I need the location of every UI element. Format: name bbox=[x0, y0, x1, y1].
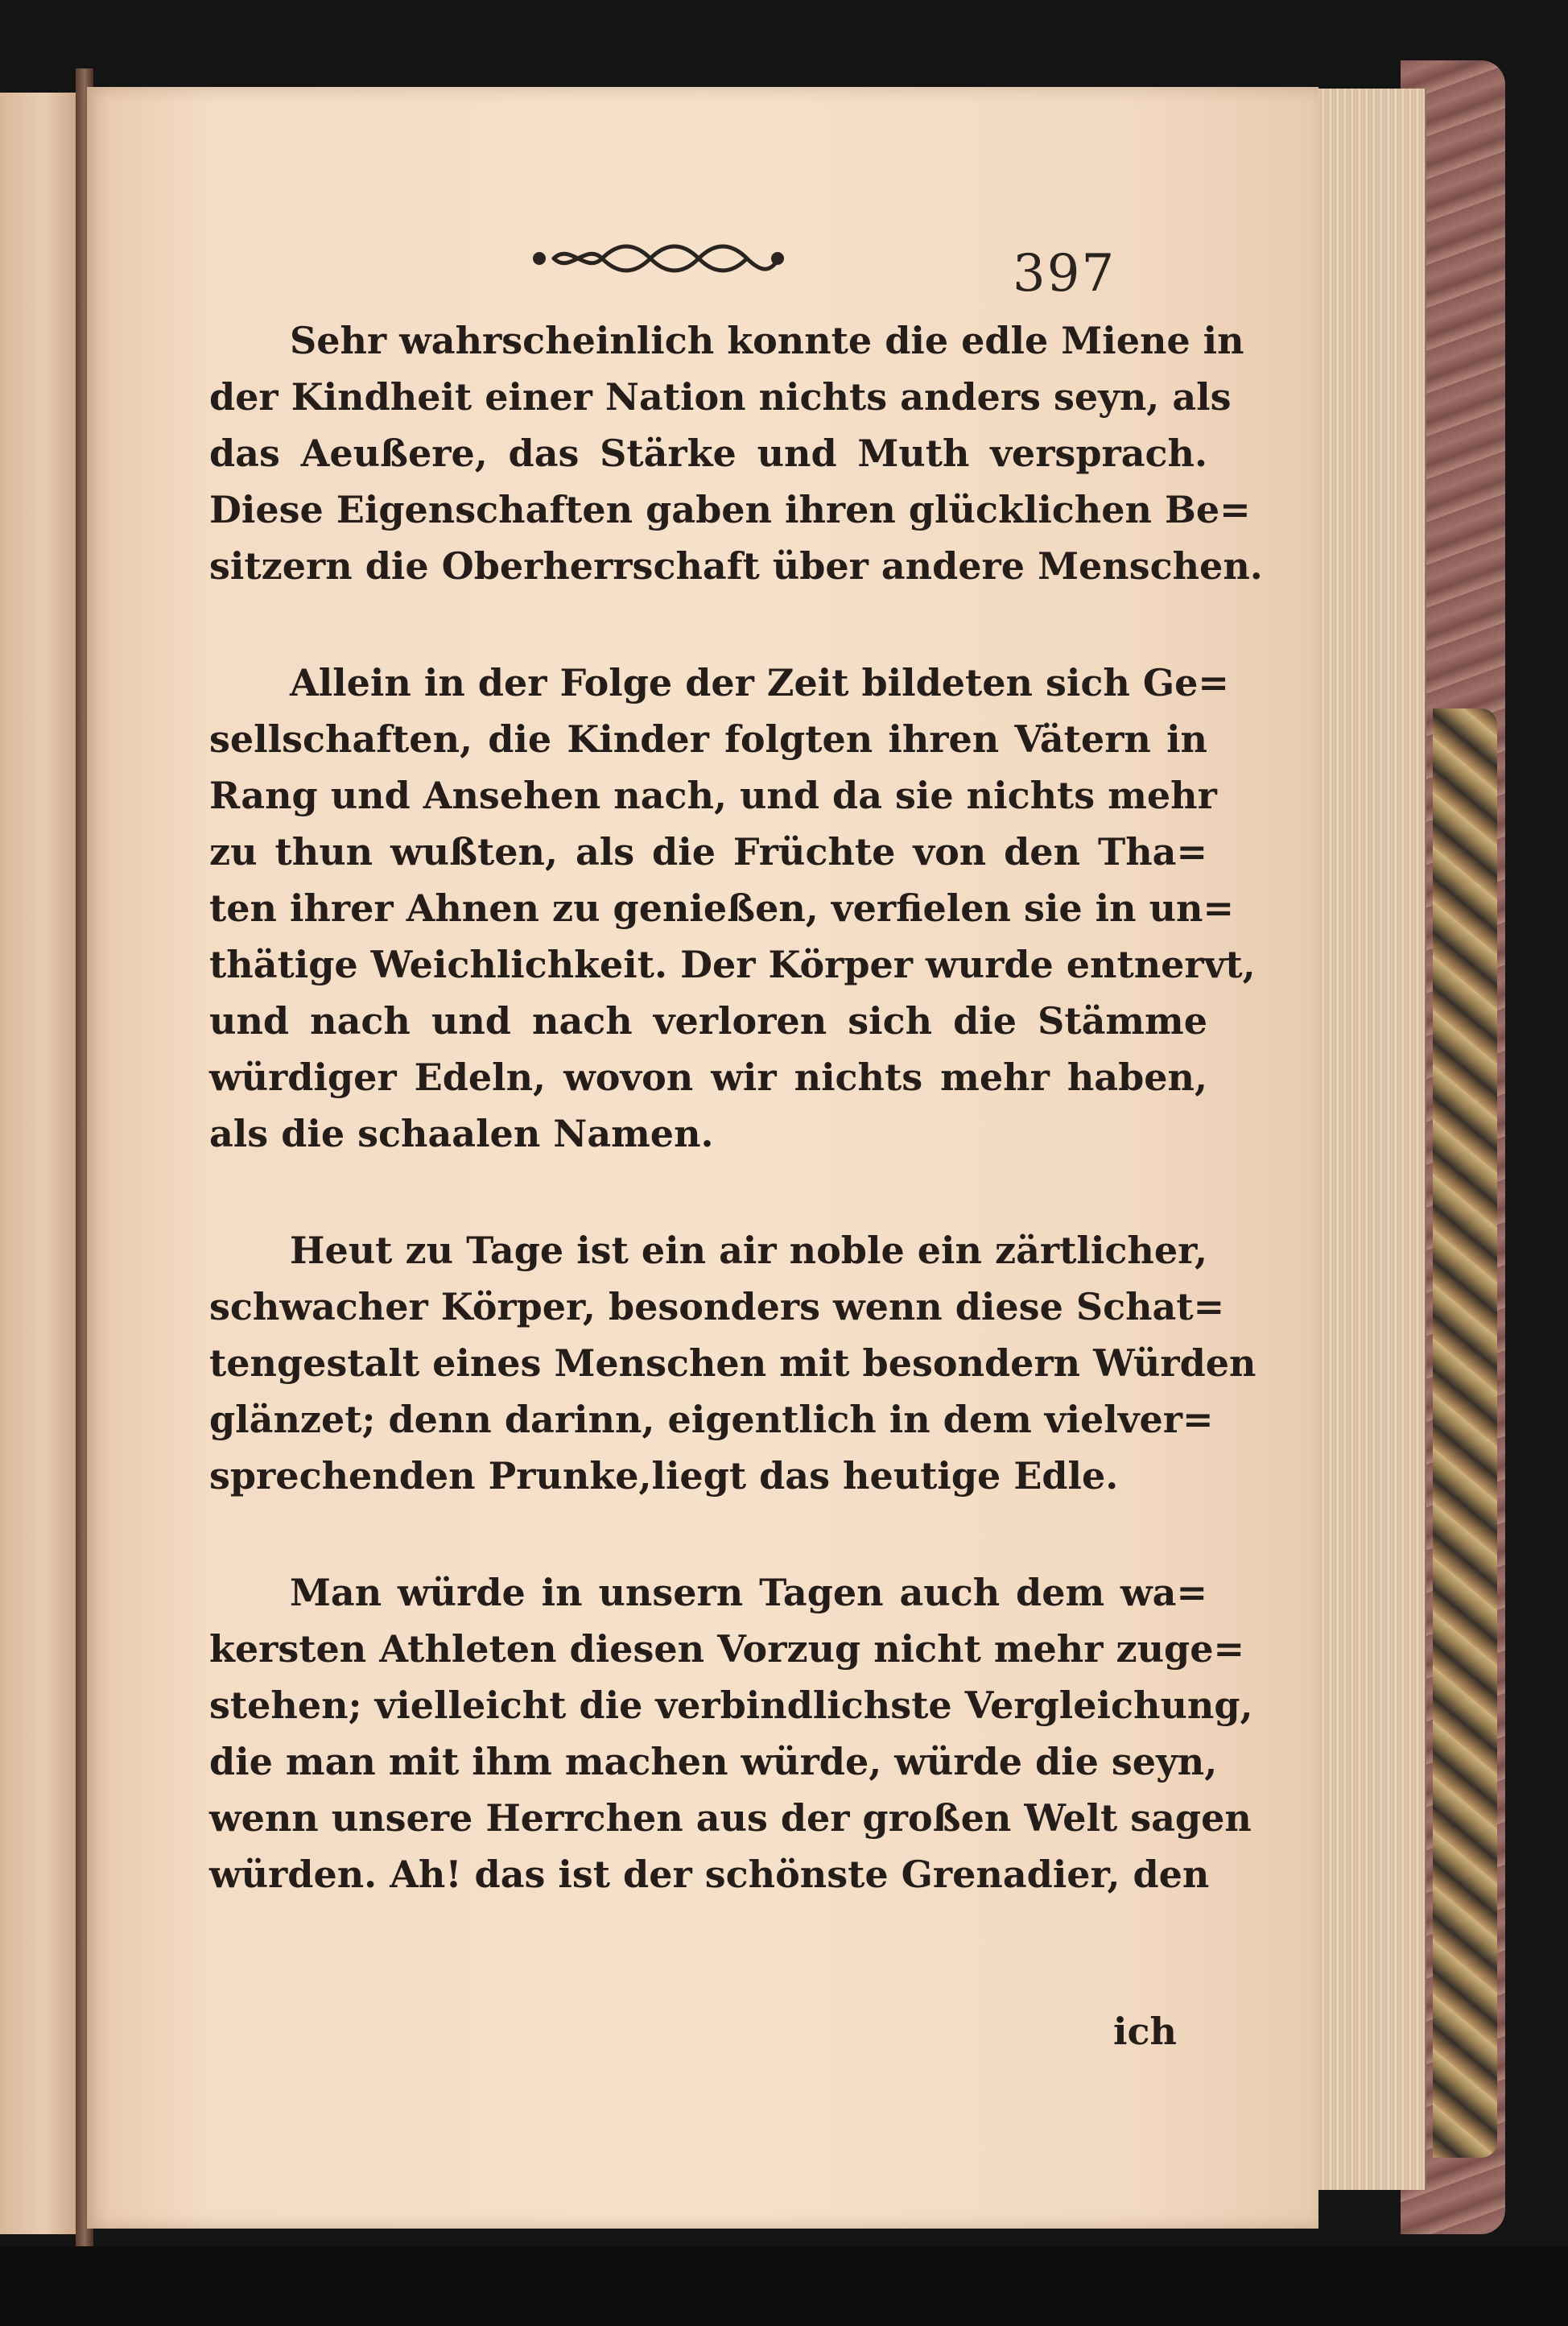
text-line: Allein in der Folge der Zeit bildeten sich Ge= bbox=[290, 661, 1229, 704]
text-line: zu thun wußten, als die Früchte von den Tha= bbox=[209, 830, 1207, 874]
left-page-edge bbox=[0, 93, 83, 2234]
paragraph-3 bbox=[209, 1222, 1256, 1504]
body-text bbox=[209, 312, 1263, 1903]
text-line: Rang und Ansehen nach, und da sie nichts mehr bbox=[209, 774, 1217, 817]
book-page bbox=[87, 87, 1318, 2229]
marbled-cover-edge bbox=[1433, 709, 1497, 2158]
text-line: die man mit ihm machen würde, würde die seyn, bbox=[209, 1740, 1218, 1783]
page-number: 397 bbox=[1013, 244, 1116, 304]
text-line: als die schaalen Namen. bbox=[209, 1112, 714, 1155]
text-line: Man würde in unsern Tagen auch dem wa= bbox=[290, 1571, 1207, 1614]
paragraph-1 bbox=[209, 312, 1263, 594]
page-stack-edges bbox=[1304, 89, 1426, 2190]
text-line: Sehr wahrscheinlich konnte die edle Miene in bbox=[290, 319, 1244, 362]
text-line: würden. Ah! das ist der schönste Grenadier, den bbox=[209, 1853, 1210, 1896]
text-line: der Kindheit einer Nation nichts anders seyn, als bbox=[209, 375, 1232, 419]
text-line: wenn unsere Herrchen aus der großen Welt sagen bbox=[209, 1796, 1252, 1840]
text-line: stehen; vielleicht die verbindlichste Vergleichung, bbox=[209, 1684, 1253, 1727]
text-line: tengestalt eines Menschen mit besondern Würden bbox=[209, 1341, 1256, 1385]
text-line: Heut zu Tage ist ein air noble ein zärtlicher, bbox=[290, 1229, 1207, 1272]
text-line: sitzern die Oberherrschaft über andere Menschen. bbox=[209, 544, 1263, 588]
text-line: sellschaften, die Kinder folgten ihren Vätern in bbox=[209, 717, 1207, 761]
paragraph-2 bbox=[209, 655, 1256, 1162]
text-line: und nach und nach verloren sich die Stämme bbox=[209, 999, 1207, 1043]
paragraph-4 bbox=[209, 1564, 1253, 1903]
header-ornament-icon bbox=[522, 238, 795, 279]
text-line: schwacher Körper, besonders wenn diese Schat= bbox=[209, 1285, 1225, 1328]
text-line: glänzet; denn darinn, eigentlich in dem vielver= bbox=[209, 1398, 1214, 1441]
catchword: ich bbox=[1113, 2010, 1177, 2053]
text-line: thätige Weichlichkeit. Der Körper wurde entnervt, bbox=[209, 943, 1256, 986]
text-line: Diese Eigenschaften gaben ihren glücklichen Be= bbox=[209, 488, 1251, 531]
text-line: kersten Athleten diesen Vorzug nicht mehr zuge= bbox=[209, 1627, 1245, 1671]
text-line: sprechenden Prunke,liegt das heutige Edle. bbox=[209, 1454, 1119, 1498]
text-line: ten ihrer Ahnen zu genießen, verfielen sie in un= bbox=[209, 886, 1234, 930]
text-line: das Aeußere, das Stärke und Muth versprach. bbox=[209, 432, 1207, 475]
scan-background bbox=[0, 2246, 1568, 2326]
text-line: würdiger Edeln, wovon wir nichts mehr haben, bbox=[209, 1056, 1207, 1099]
